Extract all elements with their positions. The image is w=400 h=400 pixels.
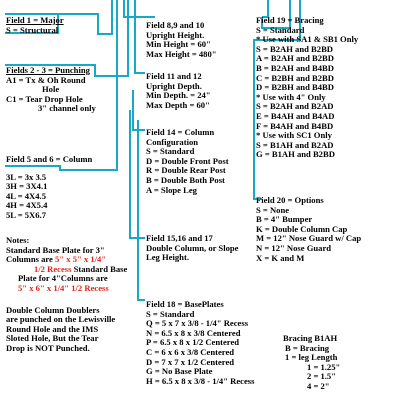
field-11-12-block xyxy=(146,72,211,110)
field-5-6-line: 4L = 4X4.5 xyxy=(6,190,46,201)
notes-heading: Notes: xyxy=(6,235,30,245)
field-11-12-line: Upright Depth. xyxy=(146,80,202,91)
field-19-line: G = B1AH and B2BD xyxy=(256,149,335,160)
notes-para-line: Round Hole and the IMS xyxy=(6,323,99,334)
field-19-line: B = B2AH and B4BD xyxy=(256,62,334,73)
field-5-6-line: 3H = 3X4.1 xyxy=(6,181,48,192)
field-19-line: S = B2AH and B2BD xyxy=(256,43,334,54)
notes-para-line: Drop is NOT Punched. xyxy=(6,342,90,353)
notes-line: Plate for 4"Columns are xyxy=(18,273,108,284)
field-19-line: F = B4AH and B4BD xyxy=(256,120,334,131)
bracing-example-line: 1 = 1.25" xyxy=(307,361,341,372)
field-14-title: Field 14 = Column xyxy=(146,127,215,137)
field-8-10-line: Min Height = 60" xyxy=(146,39,211,50)
notes-line xyxy=(6,284,127,294)
field-8-10-block xyxy=(146,21,217,59)
notes-block xyxy=(6,236,127,354)
field-14-line: S = Standard xyxy=(146,146,195,157)
notes-text: Columns are xyxy=(6,254,56,265)
bracing-example-line: 2 = 1.5" xyxy=(307,371,337,382)
field-19-line: * Use with 4" Only xyxy=(256,91,326,102)
field-18-block xyxy=(146,300,254,386)
field-19-line: * Use with SC1 Only xyxy=(256,130,332,141)
field-5-6-line: 3L = 3x 3.5 xyxy=(6,171,47,182)
bracing-example-line: B = Bracing xyxy=(285,342,330,353)
bracing-example-line: 4 = 2" xyxy=(307,380,330,391)
field-5-6-line: 5L = 5X6.7 xyxy=(6,209,46,220)
field-8-10-line: Upright Height. xyxy=(146,29,205,40)
field-15-17-line: Leg Height. xyxy=(146,252,189,263)
field-20-line: N = 12" Nose Guard xyxy=(256,242,332,253)
field-14-line: A = Slope Leg xyxy=(146,184,197,195)
fields-2-3-line: A1 = Tx & Oh Round xyxy=(6,74,86,85)
field-1-block xyxy=(6,16,64,35)
field-18-line: N = 6.5 x 8 x 3/8 Centered xyxy=(146,327,241,338)
field-14-line: R = Double Rear Post xyxy=(146,165,226,176)
field-19-line: S = B2AH and B2AD xyxy=(256,101,334,112)
field-19-block xyxy=(256,16,358,160)
fields-2-3-title: Fields 2 - 3 = Punching xyxy=(6,65,90,75)
field-11-12-line: Min Depth. = 24" xyxy=(146,90,211,101)
field-20-block xyxy=(256,196,361,263)
field-18-line: D = 7 x 7 x 1/2 Centered xyxy=(146,356,235,367)
fields-2-3-block xyxy=(6,66,96,114)
field-18-line: S = Standard xyxy=(146,308,195,319)
field-19-line: S = B1AH and B2AD xyxy=(256,139,334,150)
field-19-line: E = B4AH and B4AD xyxy=(256,110,335,121)
field-20-line: K = Double Column Cap xyxy=(256,223,348,234)
field-15-17-line: Double Column, or Slope xyxy=(146,242,239,253)
bracing-example-line: 1 = leg Length xyxy=(285,352,338,363)
field-11-12-line: Max Depth = 60" xyxy=(146,99,210,110)
field-14-line: Configuration xyxy=(146,136,199,147)
fields-2-3-line: C1 = Tear Drop Hole xyxy=(6,93,83,104)
notes-red-text: 1/2 Recess xyxy=(34,263,72,274)
field-18-line: H = 6.5 x 8 x 3/8 - 1/4" Recess xyxy=(146,375,255,386)
field-15-17-block xyxy=(146,234,238,263)
fields-2-3-line: 3" channel only xyxy=(38,103,96,114)
field-18-line: G = No Base Plate xyxy=(146,366,213,377)
field-1-line: S = Structural xyxy=(6,24,59,35)
field-1-title: Field 1 = Major xyxy=(6,15,64,25)
field-5-6-title: Field 5 and 6 = Column xyxy=(6,154,93,164)
notes-line: Standard Base Plate for 3" xyxy=(6,244,105,255)
field-15-17-title: Field 15,16 and 17 xyxy=(146,233,213,243)
notes-para-line: Sloted Hole, But the Tear xyxy=(6,333,99,344)
field-19-line: A = B2AH and B2BD xyxy=(256,53,334,64)
field-20-line: S = None xyxy=(256,204,290,215)
field-19-title: Field 19 = Bracing xyxy=(256,15,324,25)
field-11-12-title: Field 11 and 12 xyxy=(146,71,202,81)
field-14-line: D = Double Front Post xyxy=(146,155,229,166)
field-5-6-block xyxy=(6,155,92,221)
field-20-title: Field 20 = Options xyxy=(256,195,324,205)
field-5-6-line: 4H = 4X5.4 xyxy=(6,200,48,211)
notes-red-text: 5" x 6" x 1/4" xyxy=(18,282,70,293)
field-19-line: D = B2BH and B4BD xyxy=(256,82,334,93)
notes-text: Standard Base xyxy=(71,263,128,274)
field-14-block xyxy=(146,128,229,195)
field-14-line: B = Double Both Post xyxy=(146,174,225,185)
field-18-title: Field 18 = BasePlates xyxy=(146,299,224,309)
field-19-line: * Use with SA1 & SB1 Only xyxy=(256,34,359,45)
notes-red-text: 1/2 Recess xyxy=(69,282,109,293)
bracing-example-block xyxy=(283,334,340,392)
field-18-line: Q = 5 x 7 x 3/8 - 1/4" Recess xyxy=(146,318,249,329)
field-20-line: X = K and M xyxy=(256,252,305,263)
notes-red-text: 5" x 5" x 1/4" xyxy=(55,254,107,265)
field-18-line: C = 6 x 6 x 3/8 Centered xyxy=(146,346,235,357)
fields-2-3-line: Hole xyxy=(42,84,60,95)
field-19-line: S = Standard xyxy=(256,24,305,35)
field-20-line: M = 12" Nose Guard w/ Cap xyxy=(256,233,362,244)
bracing-example-title: Bracing B1AH xyxy=(283,333,338,343)
notes-para-line: Double Column Doublers xyxy=(6,304,100,315)
field-18-line: P = 6.5 x 8 x 1/2 Centered xyxy=(146,337,240,348)
notes-para-line: are punched on the Lewisville xyxy=(6,314,116,325)
field-8-10-title: Field 8,9 and 10 xyxy=(146,20,205,30)
field-8-10-line: Max Height = 480" xyxy=(146,48,217,59)
field-19-line: C = B2BH and B2BD xyxy=(256,72,334,83)
field-20-line: B = 4" Bumper xyxy=(256,214,313,225)
